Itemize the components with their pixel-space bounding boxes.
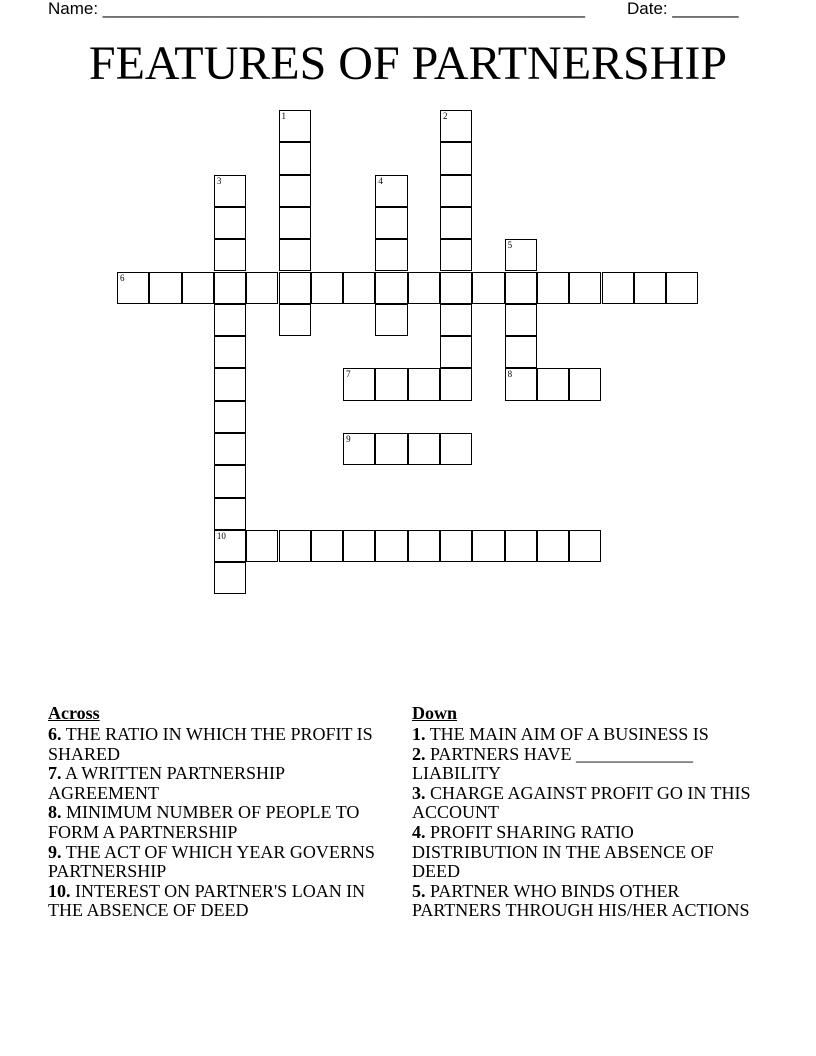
across-heading: Across: [48, 703, 100, 723]
clue-across-10: [48, 882, 388, 921]
clue-number: 4.: [412, 821, 426, 842]
grid-cell[interactable]: [408, 433, 440, 465]
grid-cell[interactable]: [182, 272, 214, 304]
clue-number: 8.: [48, 802, 62, 823]
clue-text: PARTNER WHO BINDS OTHER PARTNERS THROUGH HIS/HER ACTIONS: [412, 880, 750, 921]
grid-cell[interactable]: [343, 368, 375, 400]
cell-number: 9: [346, 434, 351, 444]
clue-number: 9.: [48, 841, 62, 862]
grid-cell[interactable]: [375, 175, 407, 207]
grid-cell[interactable]: [343, 272, 375, 304]
grid-cell[interactable]: [214, 433, 246, 465]
cell-number: 8: [507, 369, 513, 380]
grid-cell[interactable]: [343, 433, 375, 465]
grid-cell[interactable]: [214, 304, 246, 336]
clue-number: 3.: [412, 782, 426, 803]
clue-number: 7.: [48, 763, 62, 784]
page-title: FEATURES OF PARTNERSHIP: [88, 37, 728, 90]
grid-cell[interactable]: [440, 336, 472, 368]
clue-number: 6.: [48, 724, 62, 744]
grid-cell[interactable]: [569, 530, 601, 562]
grid-cell[interactable]: [505, 272, 537, 304]
grid-cell[interactable]: [246, 530, 278, 562]
clue-text: THE ACT OF WHICH YEAR GOVERNS PARTNERSHIP: [48, 841, 375, 882]
clue-number: 2.: [412, 743, 426, 764]
grid-cell[interactable]: [214, 562, 246, 594]
grid-cell[interactable]: [214, 498, 246, 530]
grid-cell[interactable]: [666, 272, 698, 304]
grid-cell[interactable]: [472, 272, 504, 304]
grid-cell[interactable]: [440, 530, 472, 562]
grid-cell[interactable]: [408, 368, 440, 400]
grid-cell[interactable]: [279, 272, 311, 304]
grid-cell[interactable]: [214, 368, 246, 400]
grid-cell[interactable]: [214, 401, 246, 433]
cell-number: 10: [216, 530, 226, 541]
clue-across-9: [48, 843, 388, 882]
down-clues: [412, 703, 757, 921]
clue-across-6: [48, 725, 388, 764]
grid-cell[interactable]: [214, 272, 246, 304]
grid-cell[interactable]: [472, 530, 504, 562]
grid-cell[interactable]: [375, 272, 407, 304]
grid-cell[interactable]: [408, 530, 440, 562]
grid-cell[interactable]: [634, 272, 666, 304]
across-clues: [48, 703, 388, 921]
grid-cell[interactable]: [440, 175, 472, 207]
grid-cell[interactable]: [440, 272, 472, 304]
cell-number: 1: [281, 111, 286, 121]
grid-cell[interactable]: [440, 239, 472, 271]
clue-down-4: [412, 823, 757, 882]
grid-cell[interactable]: [279, 304, 311, 336]
grid-cell[interactable]: [408, 272, 440, 304]
grid-cell[interactable]: [537, 272, 569, 304]
cell-number: 3: [216, 175, 222, 186]
grid-cell[interactable]: [214, 336, 246, 368]
grid-cell[interactable]: [375, 433, 407, 465]
grid-cell[interactable]: [505, 239, 537, 271]
grid-cell[interactable]: [214, 175, 246, 207]
grid-cell[interactable]: [602, 272, 634, 304]
grid-cell[interactable]: [440, 207, 472, 239]
grid-cell[interactable]: [440, 110, 472, 142]
date-field-label: Date: _______: [627, 0, 739, 18]
clue-number: 1.: [412, 724, 426, 744]
grid-cell[interactable]: [279, 110, 311, 142]
grid-cell[interactable]: [279, 530, 311, 562]
grid-cell[interactable]: [505, 530, 537, 562]
clue-text: THE MAIN AIM OF A BUSINESS IS: [429, 724, 709, 744]
grid-cell[interactable]: [279, 175, 311, 207]
grid-cell[interactable]: [149, 272, 181, 304]
clue-down-1: [412, 725, 757, 745]
grid-cell[interactable]: [375, 239, 407, 271]
clue-down-5: [412, 882, 757, 921]
grid-cell[interactable]: [375, 368, 407, 400]
clue-across-7: [48, 764, 388, 803]
cell-number: 2: [443, 111, 448, 121]
clue-number: 5.: [412, 880, 426, 901]
grid-cell[interactable]: [311, 272, 343, 304]
grid-cell[interactable]: [440, 304, 472, 336]
grid-cell[interactable]: [117, 272, 149, 304]
clue-number: 10.: [48, 880, 71, 901]
down-heading: Down: [412, 703, 458, 723]
grid-cell[interactable]: [214, 530, 246, 562]
cell-number: 4: [378, 175, 383, 186]
clue-down-3: [412, 784, 757, 823]
grid-cell[interactable]: [505, 368, 537, 400]
clue-across-8: [48, 803, 388, 842]
cell-number: 6: [120, 272, 125, 283]
name-field-label: Name: ___________________________________________________: [48, 0, 585, 18]
grid-cell[interactable]: [214, 239, 246, 271]
grid-cell[interactable]: [246, 272, 278, 304]
grid-cell[interactable]: [375, 530, 407, 562]
grid-cell[interactable]: [214, 465, 246, 497]
grid-cell[interactable]: [440, 433, 472, 465]
clue-text: THE RATIO IN WHICH THE PROFIT IS SHARED: [48, 724, 373, 764]
clue-text: MINIMUM NUMBER OF PEOPLE TO FORM A PARTNERSHIP: [48, 802, 360, 842]
clue-text: INTEREST ON PARTNER'S LOAN IN THE ABSENCE OF DEED: [48, 880, 366, 921]
cell-number: 5: [507, 240, 513, 251]
grid-cell[interactable]: [375, 304, 407, 336]
grid-cell[interactable]: [279, 207, 311, 239]
grid-cell[interactable]: [375, 207, 407, 239]
grid-cell[interactable]: [311, 530, 343, 562]
clue-text: PROFIT SHARING RATIO DISTRIBUTION IN THE ABSENCE OF DEED: [412, 821, 714, 882]
grid-cell[interactable]: [214, 207, 246, 239]
grid-cell[interactable]: [440, 142, 472, 174]
cell-number: 7: [346, 369, 351, 380]
grid-cell[interactable]: [569, 368, 601, 400]
grid-cell[interactable]: [505, 336, 537, 368]
grid-cell[interactable]: [279, 142, 311, 174]
clue-down-2: [412, 745, 757, 784]
grid-cell[interactable]: [279, 239, 311, 271]
clue-text: PARTNERS HAVE _____________ LIABILITY: [412, 743, 693, 784]
grid-cell[interactable]: [440, 368, 472, 400]
clue-text: CHARGE AGAINST PROFIT GO IN THIS ACCOUNT: [412, 782, 751, 823]
grid-cell[interactable]: [537, 530, 569, 562]
grid-cell[interactable]: [505, 304, 537, 336]
grid-cell[interactable]: [569, 272, 601, 304]
grid-cell[interactable]: [537, 368, 569, 400]
clue-text: A WRITTEN PARTNERSHIP AGREEMENT: [48, 763, 285, 803]
grid-cell[interactable]: [343, 530, 375, 562]
